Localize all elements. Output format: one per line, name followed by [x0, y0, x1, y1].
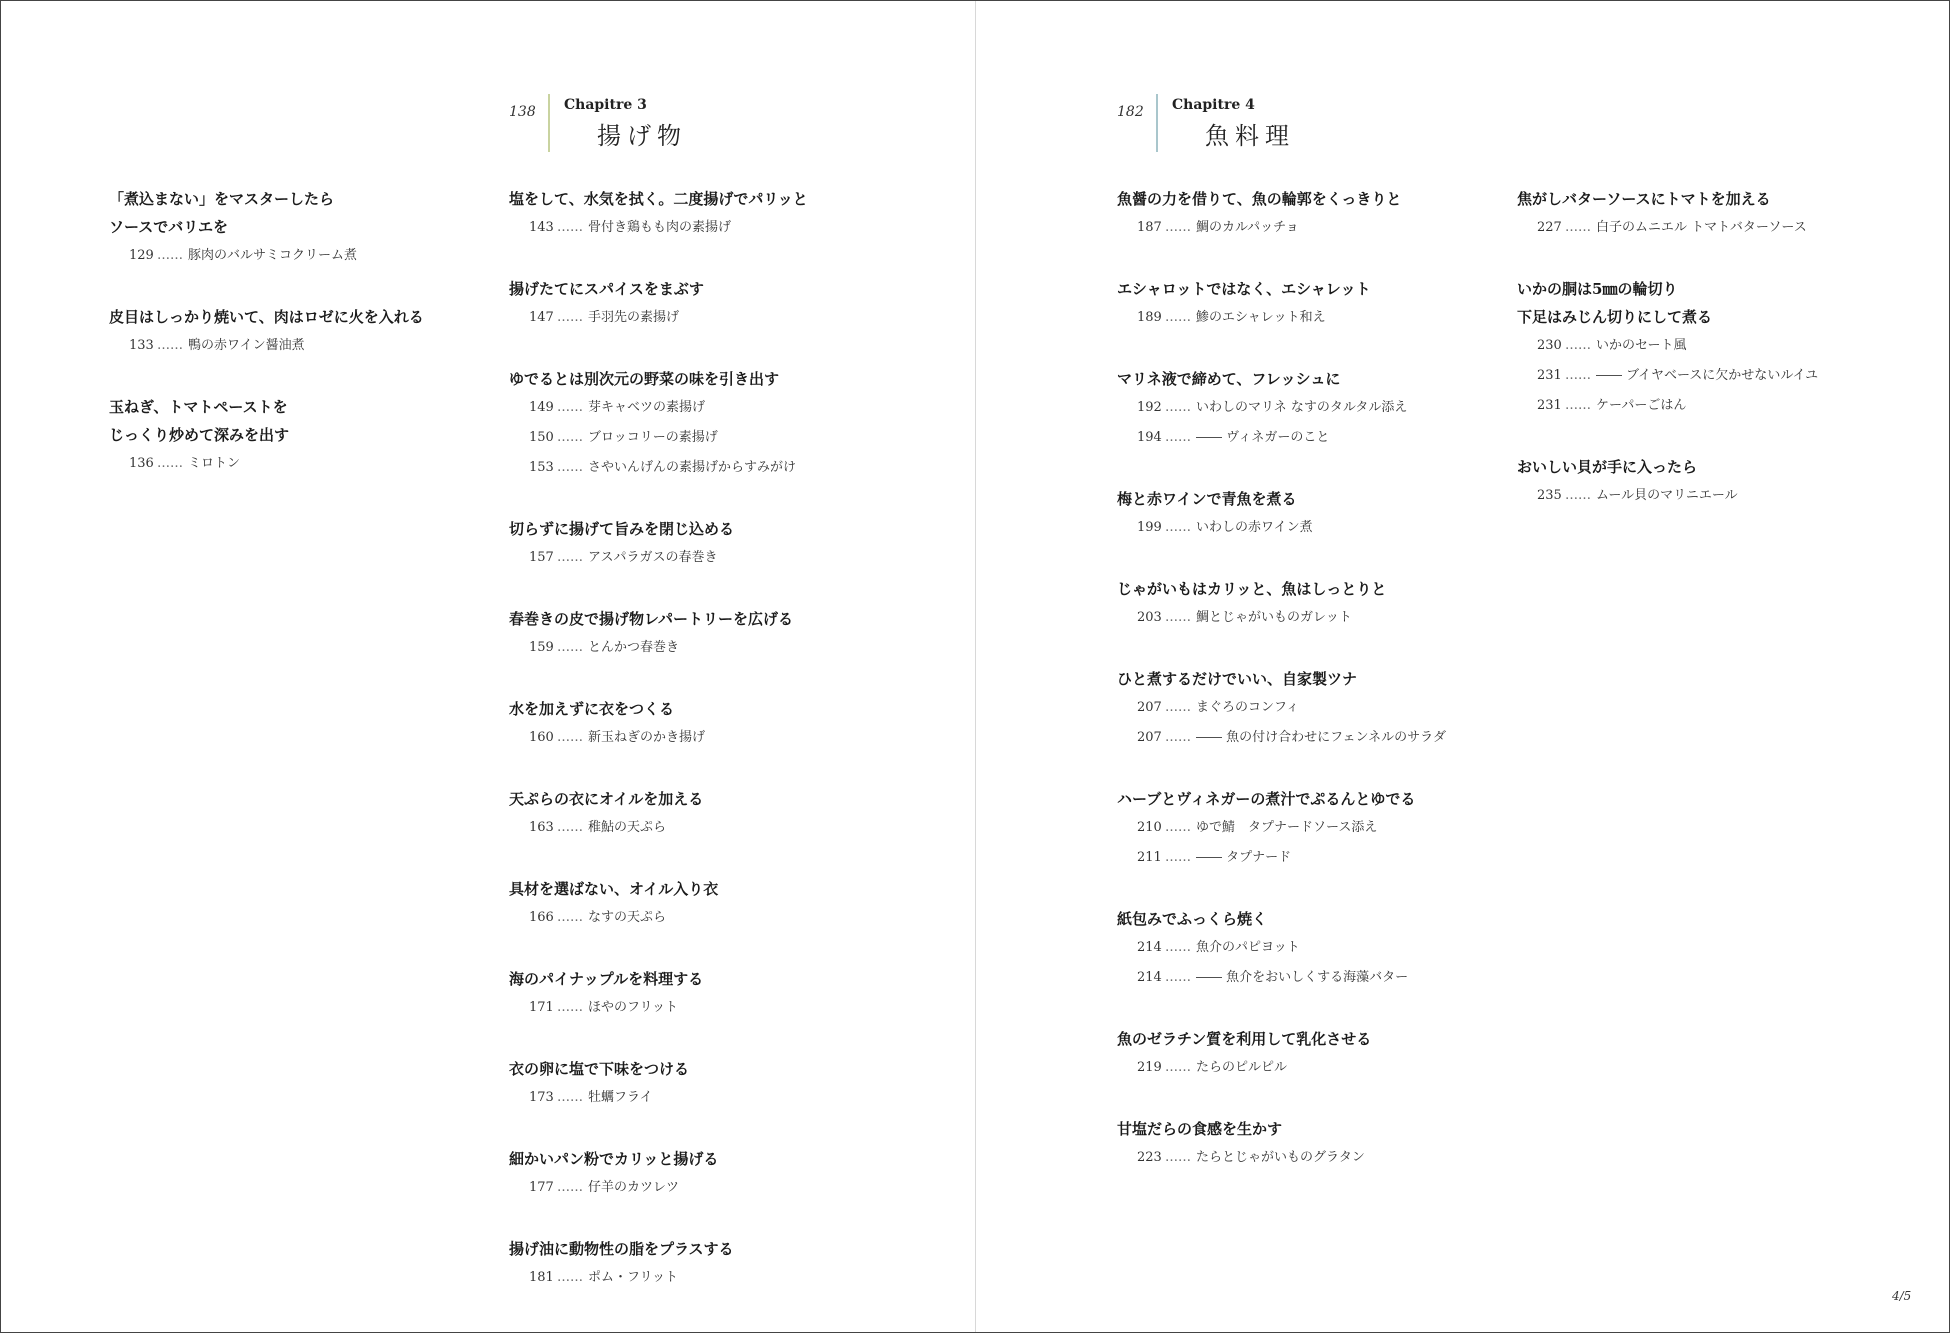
entry-title: 白子のムニエル トマトバターソース — [1596, 220, 1807, 235]
section-heading: 紙包みでふっくら焼く — [1117, 910, 1268, 928]
toc-entry[interactable] — [509, 723, 889, 753]
section-heading: エシャロットではなく、エシャレット — [1117, 280, 1371, 298]
entry-title: さやいんげんの素揚げからすみがけ — [588, 460, 797, 475]
toc-section — [509, 1055, 889, 1113]
entry-title: 鯵のエシャレット和え — [1196, 310, 1326, 325]
entry-title: とんかつ春巻き — [588, 640, 680, 655]
leader-dots: …… — [1165, 820, 1191, 835]
entry-page-number: 214 — [1137, 970, 1162, 985]
section-heading: 細かいパン粉でカリッと揚げる — [509, 1150, 719, 1168]
section-heading: 「煮込まない」をマスターしたら — [109, 190, 335, 208]
entry-title: ―― 魚介をおいしくする海藻バター — [1196, 970, 1409, 985]
entry-page-number: 227 — [1537, 220, 1562, 235]
entry-page-number: 181 — [529, 1270, 554, 1285]
entry-title: ―― ヴィネガーのこと — [1196, 430, 1330, 445]
toc-entry[interactable] — [1117, 603, 1497, 633]
leader-dots: …… — [1165, 1060, 1191, 1075]
toc-entry[interactable] — [1517, 331, 1897, 361]
entry-title: なすの天ぷら — [588, 910, 667, 925]
toc-section — [1117, 1115, 1497, 1173]
section-heading: 春巻きの皮で揚げ物レパートリーを広げる — [509, 610, 793, 628]
entry-title: 稚鮎の天ぷら — [588, 820, 667, 835]
entry-page-number: 171 — [529, 1000, 554, 1015]
leader-dots: …… — [1165, 610, 1191, 625]
toc-section — [109, 303, 489, 361]
toc-entry[interactable] — [1117, 513, 1497, 543]
toc-section — [1517, 185, 1897, 243]
entry-page-number: 173 — [529, 1090, 554, 1105]
toc-entry[interactable] — [1117, 213, 1497, 243]
entry-title: ミロトン — [188, 456, 241, 471]
section-heading: 魚のゼラチン質を利用して乳化させる — [1117, 1030, 1372, 1048]
leader-dots: …… — [557, 400, 583, 415]
entry-title: いわしの赤ワイン煮 — [1196, 520, 1313, 535]
entry-page-number: 235 — [1537, 488, 1562, 503]
entry-title: 骨付き鶏もも肉の素揚げ — [588, 220, 732, 235]
leader-dots: …… — [557, 730, 583, 745]
chapter-label: Chapitre 4 — [1172, 97, 1255, 113]
leader-dots: …… — [1165, 970, 1191, 985]
leader-dots: …… — [557, 550, 583, 565]
entry-title: ブロッコリーの素揚げ — [588, 430, 718, 445]
entry-page-number: 231 — [1537, 398, 1562, 413]
entry-title: ほやのフリット — [588, 1000, 678, 1015]
chapter-label: Chapitre 3 — [564, 97, 647, 113]
leader-dots: …… — [1165, 1150, 1191, 1165]
leader-dots: …… — [557, 1270, 583, 1285]
leader-dots: …… — [1565, 488, 1591, 503]
leader-dots: …… — [557, 310, 583, 325]
toc-entry[interactable] — [509, 543, 889, 573]
entry-title: いわしのマリネ なすのタルタル添え — [1196, 400, 1408, 415]
toc-section — [509, 1145, 889, 1203]
leader-dots: …… — [1165, 400, 1191, 415]
leader-dots: …… — [1165, 730, 1191, 745]
entry-page-number: 147 — [529, 310, 554, 325]
leader-dots: …… — [1565, 398, 1591, 413]
section-heading: 海のパイナップルを料理する — [509, 970, 704, 988]
section-heading: 天ぷらの衣にオイルを加える — [509, 790, 704, 808]
entry-page-number: 133 — [129, 338, 154, 353]
entry-title: ケーパーごはん — [1596, 398, 1687, 413]
leader-dots: …… — [1165, 220, 1191, 235]
section-heading: 衣の卵に塩で下味をつける — [509, 1060, 690, 1078]
toc-entry[interactable] — [509, 423, 889, 453]
toc-entry[interactable] — [509, 1263, 889, 1293]
entry-page-number: 160 — [529, 730, 554, 745]
entry-page-number: 214 — [1137, 940, 1162, 955]
entry-title: 鯛のカルパッチョ — [1196, 220, 1299, 235]
toc-section — [509, 785, 889, 843]
entry-page-number: 159 — [529, 640, 554, 655]
leader-dots: …… — [1165, 520, 1191, 535]
toc-entry[interactable] — [509, 903, 889, 933]
entry-title: 鯛とじゃがいものガレット — [1196, 610, 1352, 625]
toc-entry[interactable] — [1517, 481, 1897, 511]
entry-title: まぐろのコンフィ — [1196, 700, 1299, 715]
toc-entry[interactable] — [1117, 933, 1497, 963]
leader-dots: …… — [557, 1000, 583, 1015]
leader-dots: …… — [157, 248, 183, 263]
leader-dots: …… — [557, 820, 583, 835]
section-heading: 甘塩だらの食感を生かす — [1117, 1120, 1283, 1138]
toc-section — [1117, 185, 1497, 243]
toc-entry[interactable] — [109, 241, 489, 271]
entry-page-number: 129 — [129, 248, 154, 263]
toc-section — [509, 365, 889, 483]
leader-dots: …… — [557, 910, 583, 925]
entry-title: 仔羊のカツレツ — [588, 1180, 680, 1195]
section-heading: 水を加えずに衣をつくる — [509, 700, 675, 718]
toc-entry[interactable] — [1117, 813, 1497, 843]
entry-page-number: 230 — [1537, 338, 1562, 353]
entry-page-number: 149 — [529, 400, 554, 415]
entry-title: 新玉ねぎのかき揚げ — [588, 730, 706, 745]
leader-dots: …… — [1565, 368, 1591, 383]
entry-title: 魚介のパピヨット — [1196, 940, 1300, 955]
chapter-title: 揚げ物 — [597, 122, 687, 150]
entry-page-number: 189 — [1137, 310, 1162, 325]
leader-dots: …… — [1165, 940, 1191, 955]
entry-title: ムール貝のマリニエール — [1596, 488, 1738, 503]
entry-page-number: 150 — [529, 430, 554, 445]
entry-page-number: 143 — [529, 220, 554, 235]
entry-page-number: 153 — [529, 460, 554, 475]
leader-dots: …… — [1565, 338, 1591, 353]
leader-dots: …… — [1165, 700, 1191, 715]
entry-page-number: 163 — [529, 820, 554, 835]
section-heading: 梅と赤ワインで青魚を煮る — [1117, 490, 1297, 508]
toc-section — [109, 185, 489, 271]
leader-dots: …… — [1165, 430, 1191, 445]
toc-entry[interactable] — [1517, 391, 1897, 421]
toc-column-1 — [109, 185, 489, 511]
folio-page-indicator: 4/5 — [1892, 1289, 1912, 1303]
leader-dots: …… — [557, 430, 583, 445]
toc-entry[interactable] — [1517, 213, 1897, 243]
leader-dots: …… — [557, 1180, 583, 1195]
chapter-rule — [1156, 94, 1158, 152]
toc-section — [1117, 785, 1497, 873]
toc-entry[interactable] — [509, 1083, 889, 1113]
toc-section — [509, 185, 889, 243]
entry-page-number: 157 — [529, 550, 554, 565]
toc-entry[interactable] — [109, 449, 489, 479]
toc-section — [1117, 1025, 1497, 1083]
toc-entry[interactable] — [509, 303, 889, 333]
entry-page-number: 223 — [1137, 1150, 1162, 1165]
section-heading: いかの胴は5㎜の輪切り — [1517, 280, 1678, 298]
toc-entry[interactable] — [509, 213, 889, 243]
toc-section — [509, 515, 889, 573]
section-heading: 皮目はしっかり焼いて、肉はロゼに火を入れる — [109, 308, 424, 326]
section-heading: ハーブとヴィネガーの煮汁でぷるんとゆでる — [1117, 790, 1416, 808]
section-heading: 玉ねぎ、トマトペーストを — [109, 398, 288, 416]
toc-entry[interactable] — [1117, 693, 1497, 723]
leader-dots: …… — [557, 220, 583, 235]
section-heading: ひと煮するだけでいい、自家製ツナ — [1117, 670, 1358, 688]
toc-entry[interactable] — [1117, 1053, 1497, 1083]
toc-section — [1117, 575, 1497, 633]
entry-page-number: 231 — [1537, 368, 1562, 383]
section-heading: ソースでバリエを — [109, 218, 228, 236]
toc-entry[interactable] — [509, 633, 889, 663]
toc-section — [1117, 905, 1497, 993]
section-heading: じゃがいもはカリッと、魚はしっとりと — [1117, 580, 1387, 598]
section-heading: じっくり炒めて深みを出す — [109, 426, 290, 444]
toc-section — [1117, 275, 1497, 333]
section-heading: ゆでるとは別次元の野菜の味を引き出す — [509, 370, 780, 388]
toc-section — [509, 875, 889, 933]
toc-entry[interactable] — [1117, 1143, 1497, 1173]
entry-title: 手羽先の素揚げ — [588, 310, 680, 325]
toc-section — [509, 1235, 889, 1293]
entry-title: ポム・フリット — [588, 1270, 678, 1285]
toc-section — [509, 695, 889, 753]
entry-page-number: 210 — [1137, 820, 1162, 835]
entry-title: たらのピルピル — [1196, 1060, 1288, 1075]
chapter-title: 魚料理 — [1205, 122, 1295, 150]
entry-page-number: 199 — [1137, 520, 1162, 535]
section-heading: おいしい貝が手に入ったら — [1517, 458, 1698, 476]
entry-title: 豚肉のバルサミコクリーム煮 — [188, 248, 358, 263]
toc-entry[interactable] — [1117, 723, 1497, 753]
toc-section — [1117, 485, 1497, 543]
toc-section — [509, 275, 889, 333]
leader-dots: …… — [1165, 310, 1191, 325]
toc-column-4 — [1517, 185, 1897, 543]
entry-title: 芽キャベツの素揚げ — [588, 400, 706, 415]
chapter-rule — [548, 94, 550, 152]
toc-section — [109, 393, 489, 479]
leader-dots: …… — [157, 456, 183, 471]
toc-column-2 — [509, 185, 889, 1325]
toc-section — [1117, 365, 1497, 453]
section-heading: 塩をして、水気を拭く。二度揚げでパリッと — [509, 190, 808, 208]
toc-entry[interactable] — [509, 393, 889, 423]
leader-dots: …… — [1565, 220, 1591, 235]
entry-page-number: 211 — [1137, 850, 1162, 865]
section-heading: 魚醤の力を借りて、魚の輪郭をくっきりと — [1117, 190, 1402, 208]
toc-entry[interactable] — [509, 453, 889, 483]
entry-title: 牡蠣フライ — [588, 1090, 653, 1105]
toc-section — [509, 965, 889, 1023]
toc-entry[interactable] — [1117, 303, 1497, 333]
leader-dots: …… — [1165, 850, 1191, 865]
entry-page-number: 166 — [529, 910, 554, 925]
entry-page-number: 207 — [1137, 730, 1162, 745]
chapter-page-number: 138 — [509, 104, 536, 120]
entry-page-number: 219 — [1137, 1060, 1162, 1075]
entry-page-number: 187 — [1137, 220, 1162, 235]
section-heading: 下足はみじん切りにして煮る — [1517, 308, 1713, 326]
toc-column-3 — [1117, 185, 1497, 1205]
section-heading: 揚げたてにスパイスをまぶす — [509, 280, 704, 298]
entry-title: ―― タプナード — [1196, 850, 1292, 865]
toc-section — [1117, 665, 1497, 753]
toc-entry[interactable] — [1517, 361, 1897, 391]
toc-entry[interactable] — [1117, 843, 1497, 873]
leader-dots: …… — [557, 460, 583, 475]
toc-section — [509, 605, 889, 663]
entry-title: ―― 魚の付け合わせにフェンネルのサラダ — [1196, 730, 1446, 745]
leader-dots: …… — [157, 338, 183, 353]
toc-entry[interactable] — [509, 993, 889, 1023]
toc-entry[interactable] — [1117, 963, 1497, 993]
toc-section — [1517, 275, 1897, 421]
entry-page-number: 136 — [129, 456, 154, 471]
entry-page-number: 194 — [1137, 430, 1162, 445]
section-heading: マリネ液で締めて、フレッシュに — [1117, 370, 1341, 388]
toc-entry[interactable] — [509, 1173, 889, 1203]
entry-title: たらとじゃがいものグラタン — [1196, 1150, 1365, 1165]
entry-title: アスパラガスの春巻き — [588, 550, 718, 565]
toc-section — [1517, 453, 1897, 511]
leader-dots: …… — [557, 640, 583, 655]
section-heading: 具材を選ばない、オイル入り衣 — [509, 880, 719, 898]
entry-title: ゆで鯖 タプナードソース添え — [1196, 820, 1378, 835]
leader-dots: …… — [557, 1090, 583, 1105]
toc-entry[interactable] — [509, 813, 889, 843]
chapter-page-number: 182 — [1117, 104, 1144, 120]
section-heading: 揚げ油に動物性の脂をプラスする — [509, 1240, 734, 1258]
toc-entry[interactable] — [109, 331, 489, 361]
entry-page-number: 203 — [1137, 610, 1162, 625]
entry-page-number: 192 — [1137, 400, 1162, 415]
entry-title: 鴨の赤ワイン醤油煮 — [188, 338, 305, 353]
entry-page-number: 207 — [1137, 700, 1162, 715]
page-gutter — [975, 1, 976, 1332]
toc-entry[interactable] — [1117, 393, 1497, 423]
entry-title: いかのセート風 — [1596, 338, 1687, 353]
section-heading: 焦がしバターソースにトマトを加える — [1517, 190, 1771, 208]
entry-title: ―― ブイヤベースに欠かせないルイユ — [1596, 368, 1819, 383]
toc-entry[interactable] — [1117, 423, 1497, 453]
entry-page-number: 177 — [529, 1180, 554, 1195]
section-heading: 切らずに揚げて旨みを閉じ込める — [509, 520, 735, 538]
